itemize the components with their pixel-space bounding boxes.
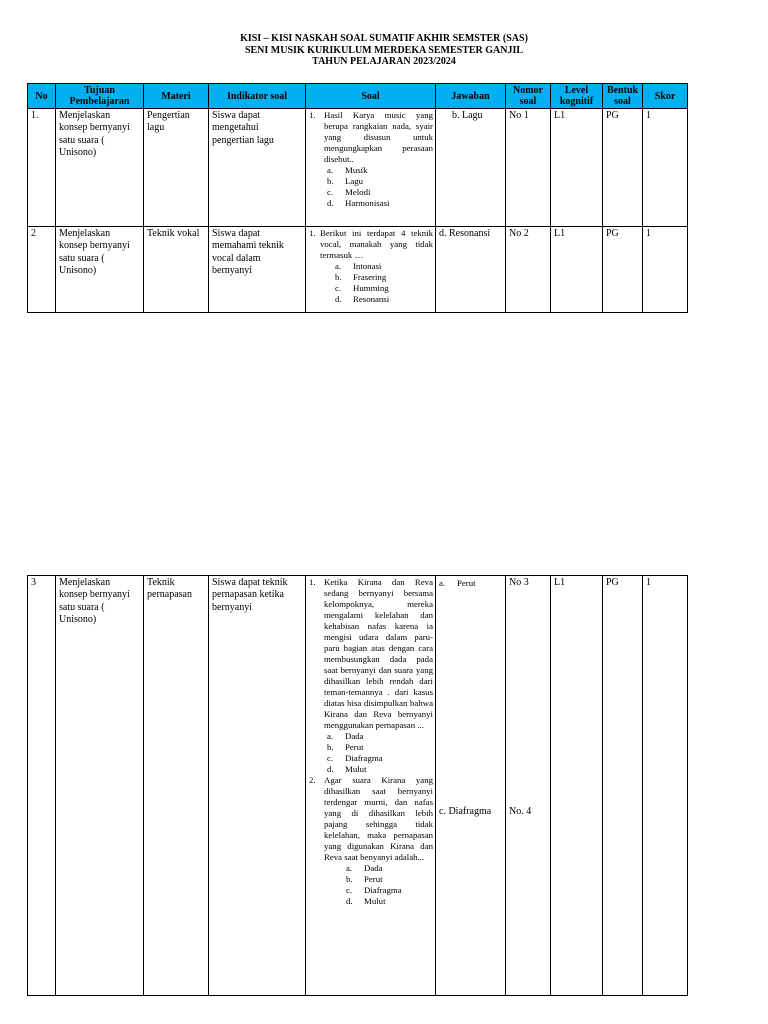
nomor-2: No. 4: [509, 806, 532, 818]
option-letter: c.: [327, 187, 334, 197]
cell-bentuk: PG: [603, 109, 643, 227]
option-item: [309, 283, 433, 294]
option-letter: c.: [335, 283, 342, 293]
cell-skor: 1: [643, 227, 688, 313]
document-title: [0, 33, 768, 68]
option-letter: a.: [327, 731, 334, 741]
option-item: [309, 272, 433, 283]
option-text: Humming: [353, 283, 389, 293]
question-number: 1.: [309, 577, 316, 587]
option-letter: b.: [335, 272, 342, 282]
option-text: Mulut: [364, 896, 386, 906]
col-header-level: Level kognitif: [551, 84, 603, 109]
col-header-materi: Materi: [144, 84, 209, 109]
answer-1-text: Perut: [457, 578, 476, 588]
answer-2: c. Diafragma: [439, 806, 492, 818]
cell-nomor: No 1: [506, 109, 551, 227]
option-item: [309, 742, 433, 753]
cell-tujuan: Menjelaskan konsep bernyanyi satu suara ( Unisono): [56, 227, 144, 313]
option-text: Frasering: [353, 272, 387, 282]
option-item: [309, 863, 433, 874]
question-text: Agar suara Kirana yang dihasilkan saat bernyanyi terdengar murni, dan nafas yang di dihasilkan lebih pajang sehingga tidak kelelahan, maka pernapasan yang digunakan Kirana dan Reva saat benyanyi adalah...: [324, 775, 433, 862]
col-header-jawaban: Jawaban: [436, 84, 506, 109]
cell-indikator: Siswa dapat mengetahui pengertian lagu: [209, 109, 306, 227]
cell-materi: Pengertian lagu: [144, 109, 209, 227]
option-item: [309, 261, 433, 272]
option-item: [309, 753, 433, 764]
cell-soal: [306, 109, 436, 227]
col-header-no: No: [28, 84, 56, 109]
option-letter: c.: [346, 885, 353, 895]
table-row: [28, 576, 688, 996]
option-text: Diafragma: [364, 885, 402, 895]
col-header-soal: Soal: [306, 84, 436, 109]
cell-materi: Teknik vokal: [144, 227, 209, 313]
cell-level: L1: [551, 109, 603, 227]
option-letter: d.: [327, 198, 334, 208]
cell-indikator: Siswa dapat memahami teknik vocal dalam bernyanyi: [209, 227, 306, 313]
option-letter: a.: [327, 165, 334, 175]
question-text: Berikut ini terdapat 4 teknik vocal, manakah yang tidak termasuk …: [320, 228, 433, 260]
option-letter: b.: [327, 176, 334, 186]
option-text: Intonasi: [353, 261, 382, 271]
question-number: 1.: [309, 228, 316, 238]
option-item: [309, 731, 433, 742]
cell-tujuan: Menjelaskan konsep bernyanyi satu suara ( Unisono): [56, 109, 144, 227]
option-text: Diafragma: [345, 753, 383, 763]
title-line-2: SENI MUSIK KURIKULUM MERDEKA SEMESTER GANJIL: [244, 44, 524, 56]
table-row: [28, 109, 688, 227]
option-item: [309, 187, 433, 198]
option-text: Musik: [345, 165, 368, 175]
option-text: Perut: [364, 874, 383, 884]
cell-soal: [306, 227, 436, 313]
option-item: [309, 885, 433, 896]
option-letter: a.: [346, 863, 353, 873]
option-letter: d.: [327, 764, 334, 774]
option-letter: d.: [335, 294, 342, 304]
cell-no: 1.: [28, 109, 56, 227]
option-text: Dada: [364, 863, 383, 873]
table-row: [28, 227, 688, 313]
col-header-bentuk: Bentuk soal: [603, 84, 643, 109]
cell-level: L1: [551, 576, 603, 996]
option-item: [309, 294, 433, 305]
cell-soal: [306, 576, 436, 996]
option-item: [309, 874, 433, 885]
cell-skor: 1: [643, 109, 688, 227]
question-number: 2.: [309, 775, 316, 785]
option-text: Perut: [345, 742, 364, 752]
col-header-nomor: Nomor soal: [506, 84, 551, 109]
cell-level: L1: [551, 227, 603, 313]
option-item: [309, 165, 433, 176]
question-text: Ketika Kirana dan Reva sedang bernyanyi bersama kelompoknya, mereka mengalami kelelahan dan kehabisan nafas karena ia mengisi udara dalam paru-paru bagian atas dengan cara membusungkan dada pada saat bernyanyi dan suara yang dihasilkan lebih rendah dari teman-temannya . dari kasus diatas bisa disimpulkan bahwa Kirana dan Reva bernyanyi menggunakan pernapasan ...: [324, 577, 433, 730]
kisi-kisi-table-continued: [27, 575, 688, 996]
title-line-1: KISI – KISI NASKAH SOAL SUMATIF AKHIR SEMSTER (SAS): [240, 33, 528, 44]
col-header-indikator: Indikator soal: [209, 84, 306, 109]
option-item: [309, 764, 433, 775]
cell-bentuk: PG: [603, 227, 643, 313]
option-text: Melodi: [345, 187, 371, 197]
option-letter: a.: [335, 261, 342, 271]
cell-nomor: No 2: [506, 227, 551, 313]
answer-1: [439, 577, 502, 589]
question-text: Hasil Karya music yang berupa rangkaian nada, syair yang disusun untuk mengungkapkan perasaan disebut..: [324, 110, 433, 164]
option-letter: d.: [346, 896, 353, 906]
col-header-tujuan: Tujuan Pembelajaran: [56, 84, 144, 109]
option-letter: b.: [327, 742, 334, 752]
option-text: Dada: [345, 731, 364, 741]
option-text: Harmonisasi: [345, 198, 390, 208]
cell-nomor: [506, 576, 551, 996]
title-line-3: TAHUN PELAJARAN 2023/2024: [312, 56, 456, 67]
col-header-skor: Skor: [643, 84, 688, 109]
cell-tujuan: Menjelaskan konsep bernyanyi satu suara ( Unisono): [56, 576, 144, 996]
option-item: [309, 176, 433, 187]
answer-1-letter: a.: [439, 578, 446, 588]
cell-no: 2: [28, 227, 56, 313]
cell-no: 3: [28, 576, 56, 996]
option-text: Resonansi: [353, 294, 390, 304]
option-item: [309, 198, 433, 209]
option-letter: c.: [327, 753, 334, 763]
nomor-1: No 3: [509, 577, 529, 588]
option-text: Lagu: [345, 176, 364, 186]
question-number: 1.: [309, 110, 316, 120]
cell-indikator: Siswa dapat teknik pernapasan ketika bernyanyi: [209, 576, 306, 996]
table-header-row: [28, 84, 688, 109]
cell-jawaban: d. Resonansi: [436, 227, 506, 313]
cell-jawaban: b. Lagu: [436, 109, 506, 227]
cell-jawaban: [436, 576, 506, 996]
option-letter: b.: [346, 874, 353, 884]
kisi-kisi-table: [27, 83, 688, 313]
cell-materi: Teknik pernapasan: [144, 576, 209, 996]
cell-bentuk: PG: [603, 576, 643, 996]
option-text: Mulut: [345, 764, 367, 774]
option-item: [309, 896, 433, 907]
cell-skor: 1: [643, 576, 688, 996]
